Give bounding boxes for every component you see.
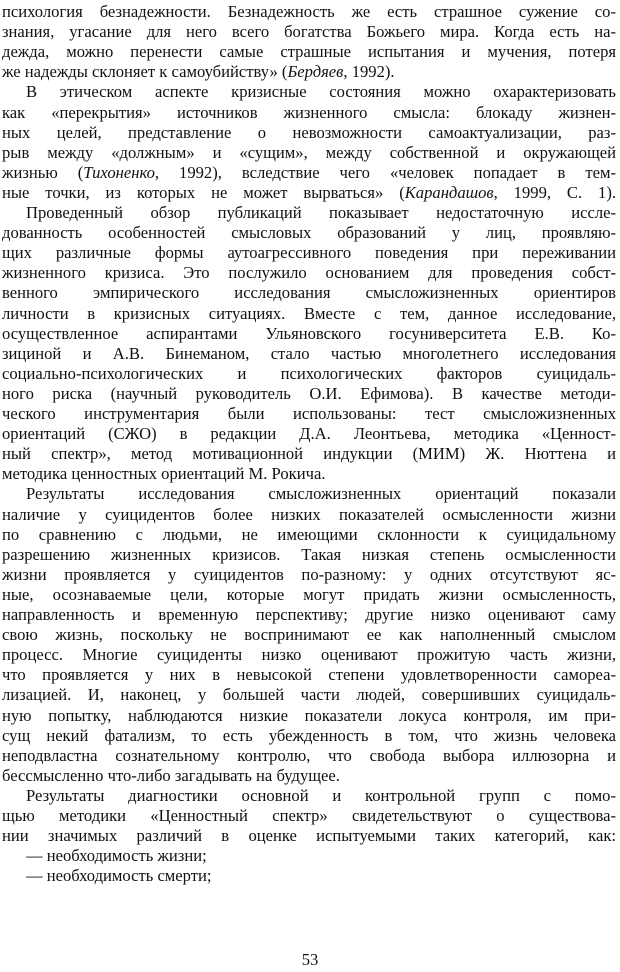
text-line: венного эмпирического исследования смысложизненных ориентиров: [2, 283, 616, 302]
text-line: ориентаций (СЖО) в редакции Д.А. Леонтьева, методика «Ценност-: [2, 424, 616, 443]
text-line: жизнью (Тихоненко, 1992), вследствие чего «человек попадает в тем-: [2, 163, 616, 182]
text-line: как «перекрытия» источников жизненного смысла: блокаду жизнен-: [2, 103, 616, 122]
text-line: неподвластна сознательному контролю, что свобода выбора иллюзорна и: [2, 746, 616, 765]
text-line: личности в кризисных ситуациях. Вместе с тем, данное исследование,: [2, 304, 616, 323]
text-line: психология безнадежности. Безнадежность же есть страшное сужение со-: [2, 2, 616, 21]
text-line: дежда, можно перенести самые страшные испытания и мучения, потеря: [2, 42, 616, 61]
text-line: наличие у суицидентов более низких показателей осмысленности жизни: [2, 505, 616, 524]
text-line: дованность особенностей смысловых образований у лиц, проявляю-: [2, 223, 616, 242]
text-line: знания, угасание для него всего богатства Божьего мира. Когда есть на-: [2, 22, 616, 41]
text-line: ный спектр», метод мотивационной индукции (МИМ) Ж. Нюттена и: [2, 444, 616, 463]
text-line: же надежды склоняет к самоубийству» (Бердяев, 1992).: [2, 62, 395, 81]
text-line: щих различные формы аутоагрессивного поведения при переживании: [2, 243, 616, 262]
text-line: Результаты диагностики основной и контрольной групп с помо-: [26, 786, 616, 805]
text-line: ческого инструментария были использованы: тест смысложизненных: [2, 404, 616, 423]
text-line: ные точки, из которых не может вырваться» (Карандашов, 1999, С. 1).: [2, 183, 616, 202]
text-line: бессмысленно что-либо загадывать на будущее.: [2, 766, 340, 785]
text-line: нии значимых различий в оценке испытуемыми таких категорий, как:: [2, 826, 616, 845]
text-line: щью методики «Ценностный спектр» свидетельствуют о существова-: [2, 806, 616, 825]
text-line: ные, осознаваемые цели, которые могут придать жизни осмысленность,: [2, 585, 616, 604]
text-line: жизни проявляется у суицидентов по-разному: у одних отсутствуют яс-: [2, 565, 616, 584]
text-line: Проведенный обзор публикаций показывает недостаточную иссле-: [26, 203, 616, 222]
list-item: — необходимость жизни;: [26, 846, 207, 865]
text-line: лизацией. И, наконец, у большей части людей, совершивших суицидаль-: [2, 685, 616, 704]
text-line: социально-психологических и психологических факторов суицидаль-: [2, 364, 616, 383]
text-line: Результаты исследования смысложизненных ориентаций показали: [26, 484, 616, 503]
text-line: рыв между «должным» и «сущим», между собственной и окружающей: [2, 143, 616, 162]
text-line: по сравнению с людьми, не имеющими склонности к суицидальному: [2, 525, 616, 544]
text-line: процесс. Многие суициденты низко оценивают прожитую часть жизни,: [2, 645, 616, 664]
text-line: свою жизнь, поскольку не воспринимают ее как наполненный смыслом: [2, 625, 616, 644]
text-line: что проявляется у них в невысокой степени удовлетворенности самореа-: [2, 665, 616, 684]
text-line: жизненного кризиса. Это послужило основанием для проведения собст-: [2, 263, 616, 282]
text-line: ного риска (научный руководитель О.И. Ефимова). В качестве методи-: [2, 384, 616, 403]
text-line: осуществленное аспирантами Ульяновского госуниверситета Е.В. Ко-: [2, 324, 616, 343]
text-line: направленность и временную перспективу; другие низко оценивают саму: [2, 605, 616, 624]
page-number: 53: [301, 950, 319, 969]
text-line: зициной и А.В. Бинеманом, стало частью многолетнего исследования: [2, 344, 616, 363]
text-line: методика ценностных ориентаций М. Рокича.: [2, 464, 326, 483]
text-line: ную попытку, наблюдаются низкие показатели локуса контроля, им при-: [2, 706, 616, 725]
text-line: разрешению жизненных кризисов. Такая низкая степень осмысленности: [2, 545, 616, 564]
text-line: сущ некий фатализм, то есть убежденность в том, что жизнь человека: [2, 726, 616, 745]
text-line: ных целей, представление о невозможности самоактуализации, раз-: [2, 123, 616, 142]
text-line: В этическом аспекте кризисные состояния можно охарактеризовать: [26, 82, 616, 101]
list-item: — необходимость смерти;: [26, 866, 212, 885]
